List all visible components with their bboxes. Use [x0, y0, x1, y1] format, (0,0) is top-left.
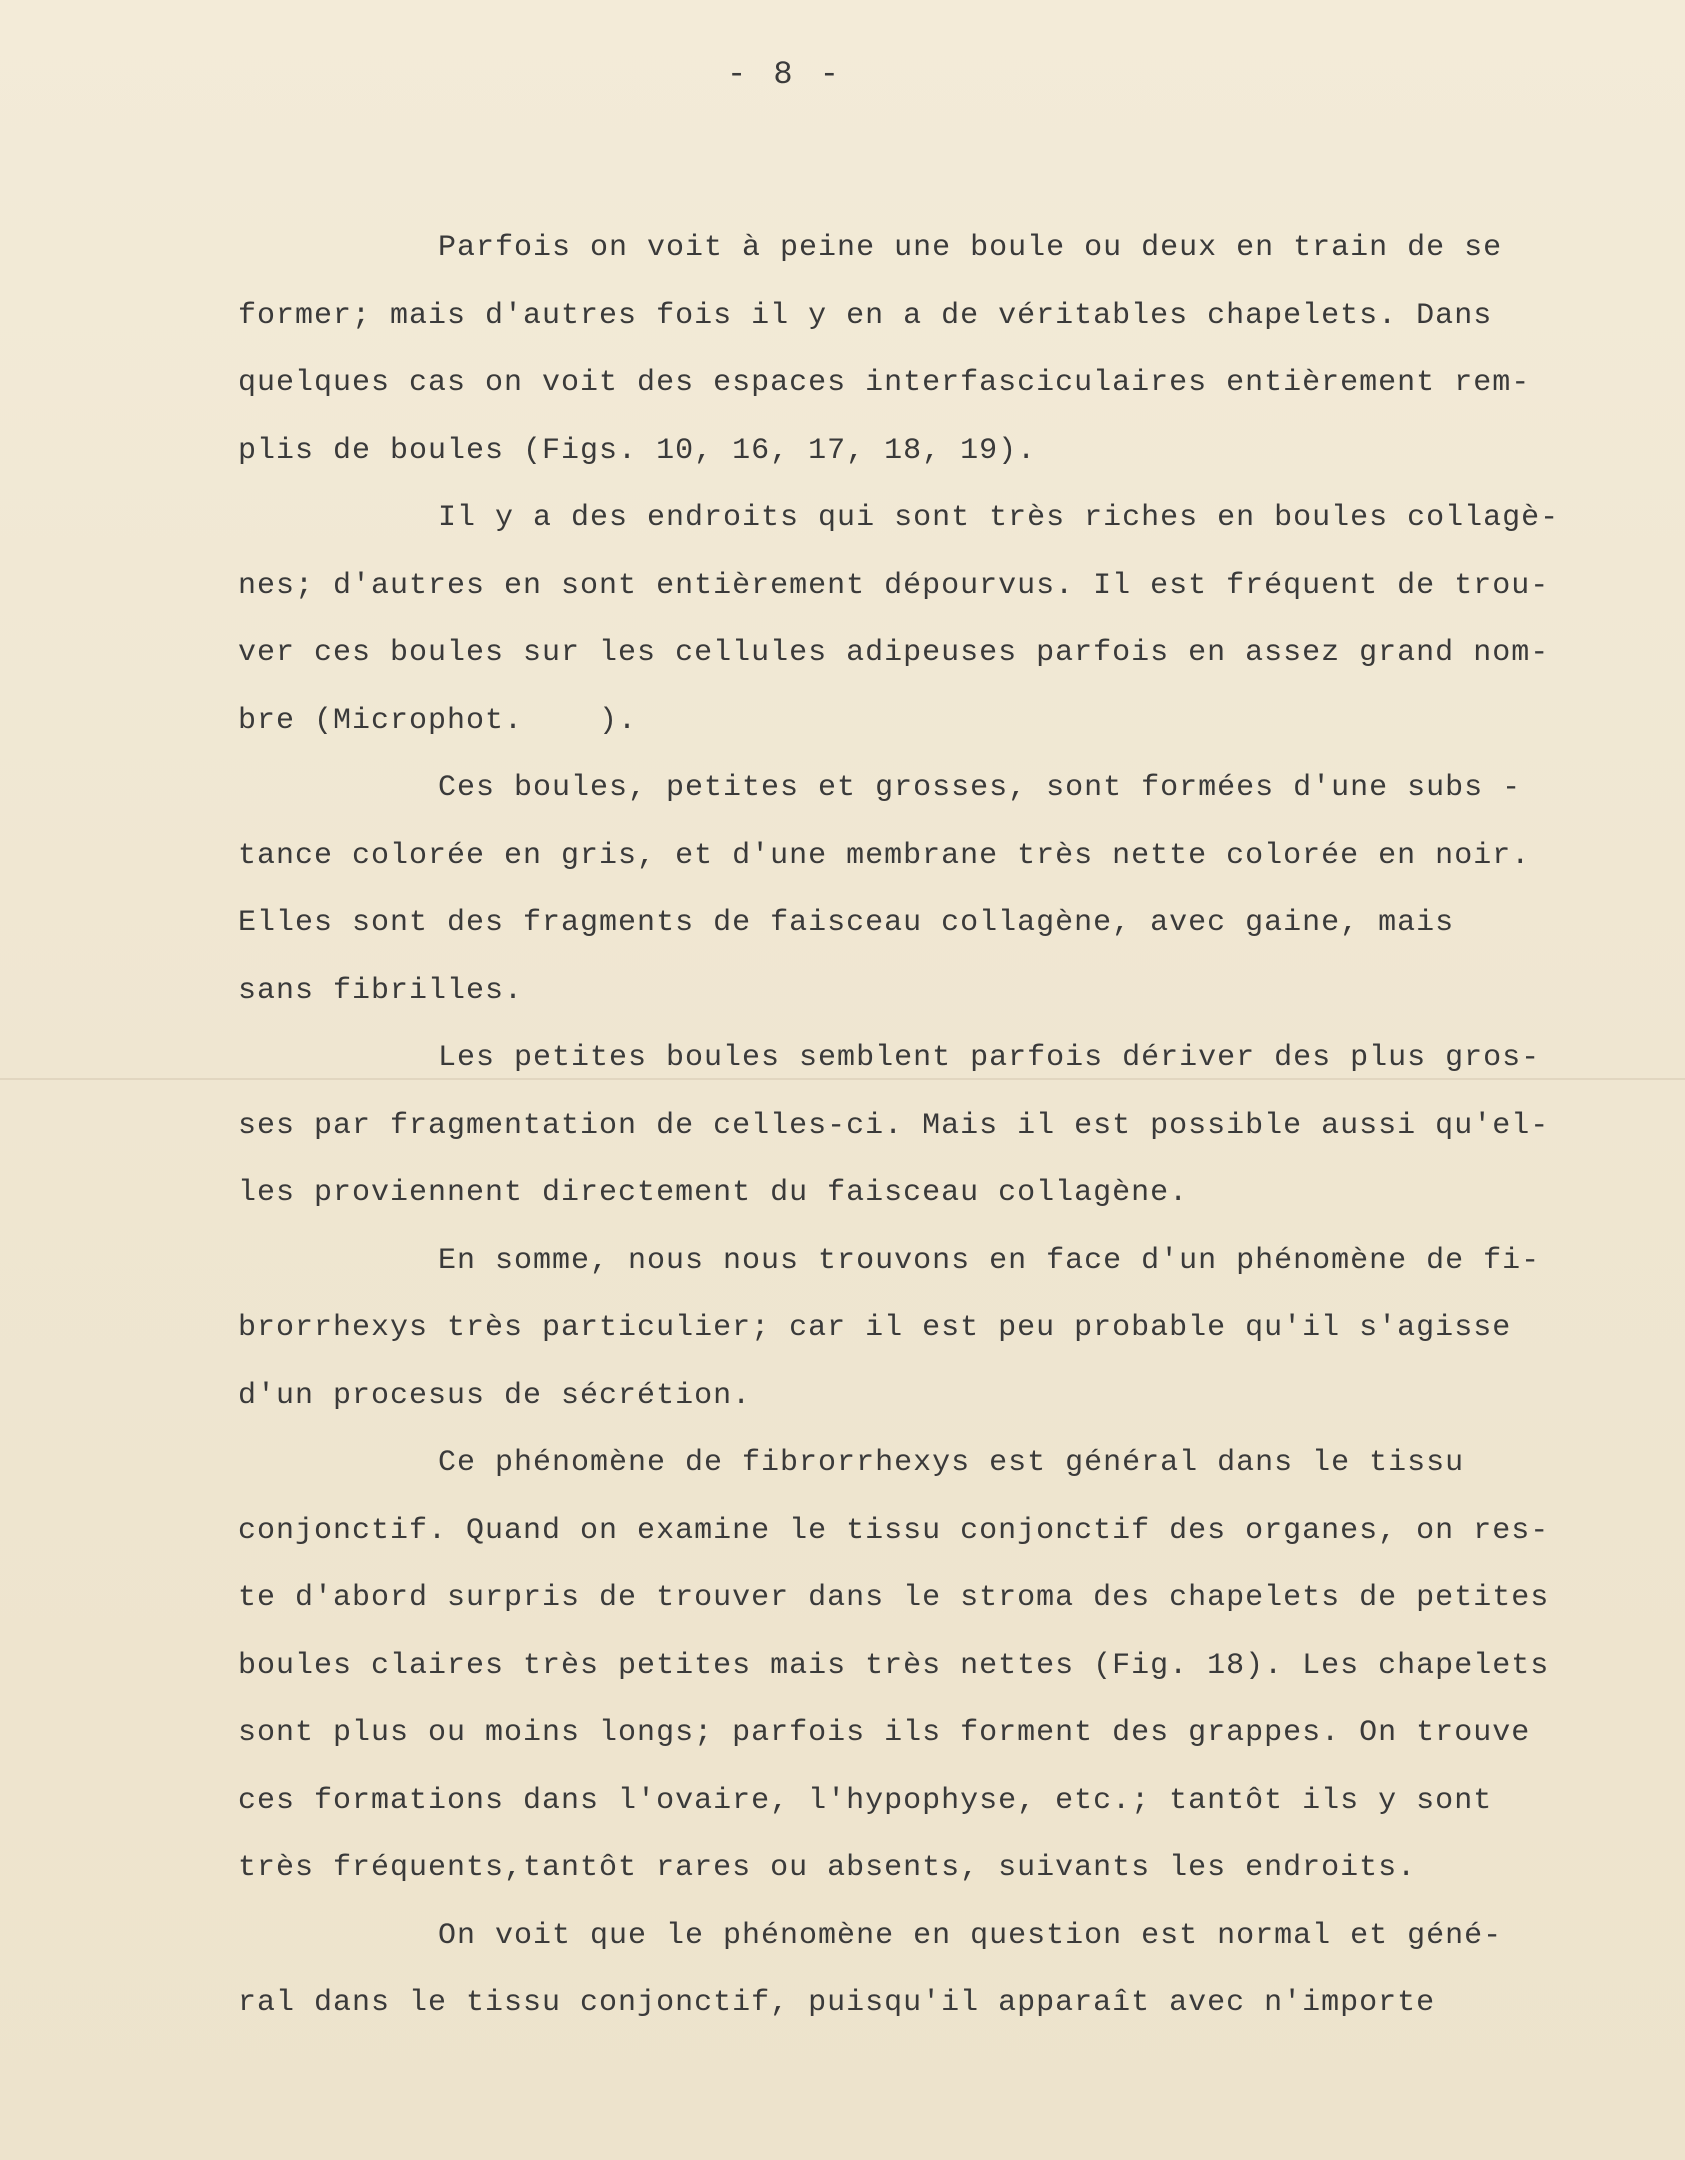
text-line: former; mais d'autres fois il y en a de véritables chapelets. Dans	[238, 298, 1493, 333]
paragraph-6	[238, 1430, 1608, 1903]
paragraph-4	[238, 1025, 1608, 1228]
paragraph-1	[238, 215, 1608, 485]
text-line: d'un procesus de sécrétion.	[238, 1378, 752, 1413]
text-line: brorrhexys très particulier; car il est peu probable qu'il s'agisse	[238, 1311, 1512, 1345]
text-line: Les petites boules semblent parfois dériver des plus gros-	[438, 1041, 1541, 1075]
text-line: Il y a des endroits qui sont très riches en boules collagè-	[438, 501, 1560, 535]
text-line: sans fibrilles.	[238, 973, 524, 1008]
text-line: En somme, nous nous trouvons en face d'un phénomène de fi-	[438, 1243, 1541, 1278]
text-line: ces formations dans l'ovaire, l'hypophyse, etc.; tantôt ils y sont	[238, 1783, 1493, 1818]
paragraph-2	[238, 485, 1608, 755]
text-line: ral dans le tissu conjonctif, puisqu'il apparaît avec n'importe	[238, 1986, 1436, 2020]
paragraph-5	[238, 1228, 1608, 1431]
text-line: On voit que le phénomène en question est normal et géné-	[438, 1918, 1503, 1953]
paragraph-3	[238, 755, 1608, 1025]
text-line: quelques cas on voit des espaces interfasciculaires entièrement rem-	[238, 366, 1531, 400]
text-line: bre (Microphot. ).	[238, 703, 638, 738]
text-line: ses par fragmentation de celles-ci. Mais il est possible aussi qu'el-	[238, 1108, 1550, 1143]
text-line: Elles sont des fragments de faisceau collagène, avec gaine, mais	[238, 906, 1455, 940]
text-line: ver ces boules sur les cellules adipeuses parfois en assez grand nom-	[238, 636, 1550, 670]
text-line: tance colorée en gris, et d'une membrane très nette colorée en noir.	[238, 838, 1531, 873]
page-number: - 8 -	[726, 56, 843, 93]
text-line: Ce phénomène de fibrorrhexys est général dans le tissu	[438, 1446, 1465, 1480]
text-line: les proviennent directement du faisceau collagène.	[238, 1176, 1189, 1210]
paragraph-7	[238, 1903, 1608, 2038]
body-text	[238, 215, 1608, 2038]
text-line: te d'abord surpris de trouver dans le stroma des chapelets de petites	[238, 1581, 1550, 1615]
text-line: boules claires très petites mais très nettes (Fig. 18). Les chapelets	[238, 1648, 1550, 1683]
text-line: plis de boules (Figs. 10, 16, 17, 18, 19).	[238, 433, 1037, 468]
text-line: nes; d'autres en sont entièrement dépourvus. Il est fréquent de trou-	[238, 568, 1550, 603]
text-line: Ces boules, petites et grosses, sont formées d'une subs -	[438, 771, 1522, 805]
text-line: sont plus ou moins longs; parfois ils forment des grappes. On trouve	[238, 1716, 1531, 1750]
text-line: très fréquents,tantôt rares ou absents, suivants les endroits.	[238, 1851, 1417, 1885]
text-line: conjonctif. Quand on examine le tissu conjonctif des organes, on res-	[238, 1513, 1550, 1548]
text-line: Parfois on voit à peine une boule ou deux en train de se	[438, 231, 1503, 265]
